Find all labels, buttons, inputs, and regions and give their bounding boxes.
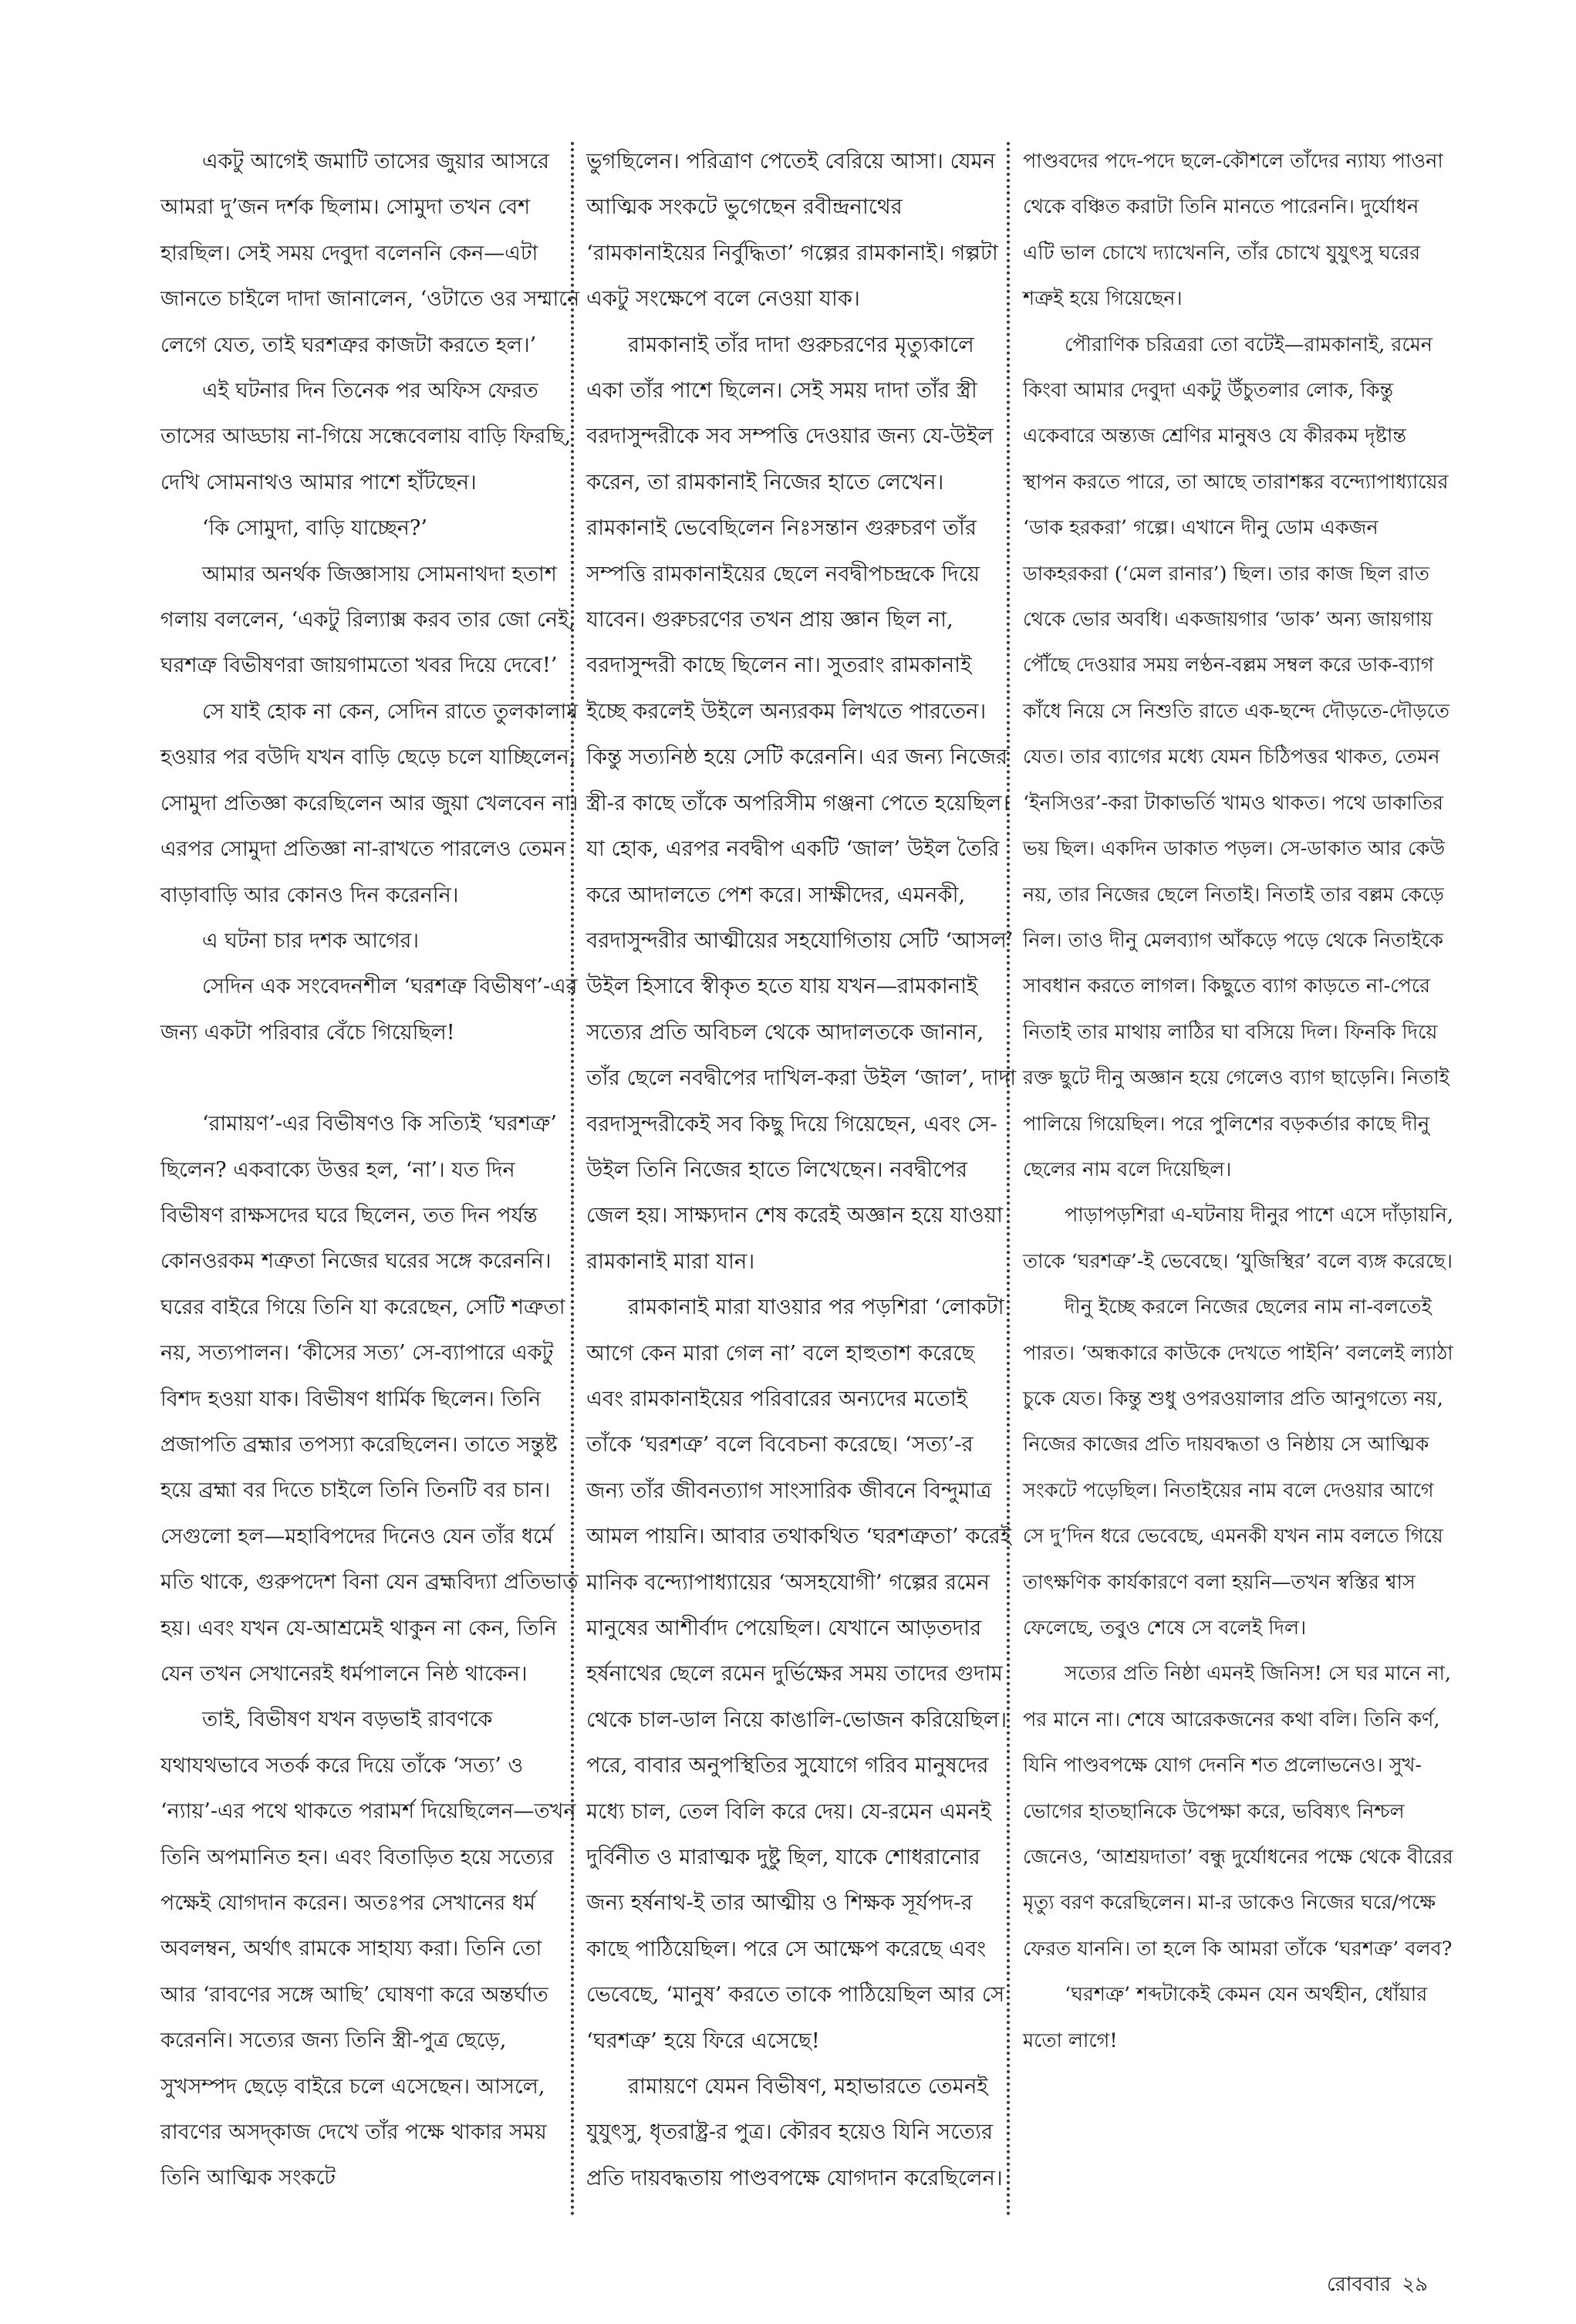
paragraph: এ ঘটনা চার দশক আগের। (202, 928, 420, 953)
paragraph: পাড়াপড়শিরা এ-ঘটনায় দীনুর পাশে এসে দাঁড়ায়নি, তাকে ‘ঘরশত্রু’-ই ভেবেছে। ‘যুজিস্থির’ বলে ব্যঙ্গ করেছে। (1023, 1204, 1453, 1273)
paragraph: ভুগছিলেন। পরিত্রাণ পেতেই বেরিয়ে আসা। যেমন আত্মিক সংকটে ভুগেছেন রবীন্দ্রনাথের ‘রামকানাইয়ের নির্বুদ্ধিতা’ গল্পের রামকানাই। গল্পটা একটু সংক্ষেপে বলে নেওয়া যাক। (586, 149, 998, 312)
paragraph: পৌরাণিক চরিত্ররা তো বটেই—রামকানাই, রমেন কিংবা আমার দেবুদা একটু উঁচুতলার লোক, কিন্তু একেবারে অন্ত্যজ শ্রেণির মানুষও যে কীরকম দৃষ্টান্ত স্থাপন করতে পারে, তা আছে তারাশঙ্কর বন্দ্যোপাধ্যায়ের ‘ডাক হরকরা’ গল্পে। এখানে দীনু ডোম একজন ডাকহরকরা (‘মেল রানার’) ছিল। তার কাজ ছিল রাত থেকে ভোর অবধি। একজায়গার ‘ডাক’ অন্য জায়গায় পৌঁছে দেওয়ার সময় লণ্ঠন-বল্লম সম্বল করে ডাক-ব্যাগ কাঁধে নিয়ে সে নিশুতি রাতে এক-ছন্দে দৌড়তে-দৌড়তে যেত। তার ব্যাগের মধ্যে যেমন চিঠিপত্তর থাকত, তেমন ‘ইনসিওর’-করা টাকাভর্তি খামও থাকত। পথে ডাকাতির ভয় ছিল। একদিন ডাকাত পড়ল। সে-ডাকাত আর কেউ নয়, তার নিজের ছেলে নিতাই। নিতাই তার বল্লম কেড়ে নিল। তাও দীনু মেলব্যাগ আঁকড়ে পড়ে থেকে নিতাইকে সাবধান করতে লাগল। কিছুতে ব্যাগ কাড়তে না-পেরে নিতাই তার মাথায় লাঠির ঘা বসিয়ে দিল। ফিনকি দিয়ে রক্ত ছুটে দীনু অজ্ঞান হয়ে গেলেও ব্যাগ ছাড়েনি। নিতাই পালিয়ে গিয়েছিল। পরে পুলিশের বড়কর্তার কাছে দীনু ছেলের নাম বলে দিয়েছিল। (1023, 333, 1449, 1181)
article-column-3 (1023, 139, 1455, 2064)
paragraph: ‘ঘরশত্রু’ শব্দটাকেই কেমন যেন অর্থহীন, ধোঁয়ার মতো লাগে! (1023, 1983, 1428, 2052)
paragraph: রামকানাই মারা যাওয়ার পর পড়শিরা ‘লোকটা আগে কেন মারা গেল না’ বলে হাহুতাশ করেছে এবং রামকানাইয়ের পরিবারের অন্যদের মতোই তাঁকে ‘ঘরশত্রু’ বলে বিবেচনা করেছে। ‘সত্য’-র জন্য তাঁর জীবনত্যাগ সাংসারিক জীবনে বিন্দুমাত্র আমল পায়নি। আবার তথাকথিত ‘ঘরশত্রুতা’ করেই মানিক বন্দ্যোপাধ্যায়ের ‘অসহযোগী’ গল্পের রমেন মানুষের আশীর্বাদ পেয়েছিল। যেখানে আড়তদার হর্ষনাথের ছেলে রমেন দুর্ভিক্ষের সময় তাদের গুদাম থেকে চাল-ডাল নিয়ে কাঙালি-ভোজন করিয়েছিল। পরে, বাবার অনুপস্থিতির সুযোগে গরিব মানুষদের মধ্যে চাল, তেল বিলি করে দেয়। যে-রমেন এমনই দুর্বিনীত ও মারাত্মক দুষ্টু ছিল, যাকে শোধরানোর জন্য হর্ষনাথ-ই তার আত্মীয় ও শিক্ষক সূর্যপদ-র কাছে পাঠিয়েছিল। পরে সে আক্ষেপ করেছে এবং ভেবেছে, ‘মানুষ’ করতে তাকে পাঠিয়েছিল আর সে ‘ঘরশত্রু’ হয়ে ফিরে এসেছে! (586, 1295, 1012, 2053)
paragraph: ‘রামায়ণ’-এর বিভীষণও কি সত্যিই ‘ঘরশত্রু’ ছিলেন? একবাক্যে উত্তর হল, ‘না’। যত দিন বিভীষণ রাক্ষসদের ঘরে ছিলেন, তত দিন পর্যন্ত কোনওরকম শত্রুতা নিজের ঘরের সঙ্গে করেননি। ঘরের বাইরে গিয়ে তিনি যা করেছেন, সেটি শত্রুতা নয়, সত্যপালন। ‘কীসের সত্য’ সে-ব্যাপারে একটু বিশদ হওয়া যাক। বিভীষণ ধার্মিক ছিলেন। তিনি প্রজাপতি ব্রহ্মার তপস্যা করেছিলেন। তাতে সন্তুষ্ট হয়ে ব্রহ্মা বর দিতে চাইলে তিনি তিনটি বর চান। সেগুলো হল—মহাবিপদের দিনেও যেন তাঁর ধর্মে মতি থাকে, গুরুপদেশ বিনা যেন ব্রহ্মবিদ্যা প্রতিভাত হয়। এবং যখন যে-আশ্রমেই থাকুন না কেন, তিনি যেন তখন সেখানেরই ধর্মপালনে নিষ্ঠ থাকেন। (160, 1112, 579, 1686)
paragraph: ‘কি সোমুদা, বাড়ি যাচ্ছেন?’ (202, 516, 427, 541)
article-column-1 (160, 139, 581, 2201)
paragraph: এই ঘটনার দিন তিনেক পর অফিস ফেরত তাসের আড্ডায় না-গিয়ে সন্ধেবেলায় বাড়ি ফিরছি, দেখি সোমনাথও আমার পাশে হাঁটছেন। (160, 379, 572, 495)
article-column-2 (586, 139, 1017, 2201)
dotted-column-divider (1007, 142, 1010, 2218)
paragraph: সত্যের প্রতি নিষ্ঠা এমনই জিনিস! সে ঘর মানে না, পর মানে না। শেষে আরেকজনের কথা বলি। তিনি কর্ণ, যিনি পাণ্ডবপক্ষে যোগ দেননি শত প্রলোভনেও। সুখ-ভোগের হাতছানিকে উপেক্ষা করে, ভবিষ্যৎ নিশ্চল জেনেও, ‘আশ্রয়দাতা’ বন্ধু দুর্যোধনের পক্ষে থেকে বীরের মৃত্যু বরণ করেছিলেন। মা-র ডাকেও নিজের ঘরে/পক্ষে ফেরত যাননি। তা হলে কি আমরা তাঁকে ‘ঘরশত্রু’ বলব? (1023, 1662, 1453, 1961)
magazine-name: রোববার (1327, 2273, 1392, 2296)
dotted-column-divider (571, 142, 574, 2218)
paragraph: সে যাই হোক না কেন, সেদিন রাতে তুলকালাম হওয়ার পর বউদি যখন বাড়ি ছেড়ে চলে যাচ্ছিলেন, সোমুদা প্রতিজ্ঞা করেছিলেন আর জুয়া খেলবেন না। এরপর সোমুদা প্রতিজ্ঞা না-রাখতে পারলেও তেমন বাড়াবাড়ি আর কোনও দিন করেননি। (160, 699, 579, 907)
paragraph: পাণ্ডবদের পদে-পদে ছলে-কৌশলে তাঁদের ন্যায্য পাওনা থেকে বঞ্চিত করাটা তিনি মানতে পারেননি। দুর্যোধন এটি ভাল চোখে দ্যাখেননি, তাঁর চোখে যুযুৎসু ঘরের শত্রুই হয়ে গিয়েছেন। (1023, 150, 1443, 311)
paragraph: রামায়ণে যেমন বিভীষণ, মহাভারতে তেমনই যুযুৎসু, ধৃতরাষ্ট্র-র পুত্র। কৌরব হয়েও যিনি সত্যের প্রতি দায়বদ্ধতায় পাণ্ডবপক্ষে যোগদান করেছিলেন। (586, 2074, 1003, 2191)
paragraph: তাই, বিভীষণ যখন বড়ভাই রাবণকে যথাযথভাবে সতর্ক করে দিয়ে তাঁকে ‘সত্য’ ও ‘ন্যায়’-এর পথে থাকতে পরামর্শ দিয়েছিলেন—তখন তিনি অপমানিত হন। এবং বিতাড়িত হয়ে সত্যের পক্ষেই যোগদান করেন। অতঃপর সেখানের ধর্ম অবলম্বন, অর্থাৎ রামকে সাহায্য করা। তিনি তো আর ‘রাবণের সঙ্গে আছি’ ঘোষণা করে অন্তর্ঘাত করেননি। সত্যের জন্য তিনি স্ত্রী-পুত্র ছেড়ে, সুখসম্পদ ছেড়ে বাইরে চলে এসেছেন। আসলে, রাবণের অসদ্‌কাজ দেখে তাঁর পক্ষে থাকার সময় তিনি আত্মিক সংকটে (160, 1708, 576, 2191)
page-footer (1327, 2272, 1439, 2298)
paragraph: সেদিন এক সংবেদনশীল ‘ঘরশত্রু বিভীষণ’-এর জন্য একটা পরিবার বেঁচে গিয়েছিল! (160, 975, 578, 1045)
paragraph: রামকানাই তাঁর দাদা গুরুচরণের মৃত্যুকালে একা তাঁর পাশে ছিলেন। সেই সময় দাদা তাঁর স্ত্রী বরদাসুন্দরীকে সব সম্পত্তি দেওয়ার জন্য যে-উইল করেন, তা রামকানাই নিজের হাতে লেখেন। রামকানাই ভেবেছিলেন নিঃসন্তান গুরুচরণ তাঁর সম্পত্তি রামকানাইয়ের ছেলে নবদ্বীপচন্দ্রকে দিয়ে যাবেন। গুরুচরণের তখন প্রায় জ্ঞান ছিল না, বরদাসুন্দরী কাছে ছিলেন না। সুতরাং রামকানাই ইচ্ছে করলেই উইলে অন্যরকম লিখতে পারতেন। কিন্তু সত্যনিষ্ঠ হয়ে সেটি করেননি। এর জন্য নিজের স্ত্রী-র কাছে তাঁকে অপরিসীম গঞ্জনা পেতে হয়েছিল। যা হোক, এরপর নবদ্বীপ একটি ‘জাল’ উইল তৈরি করে আদালতে পেশ করে। সাক্ষীদের, এমনকী, বরদাসুন্দরীর আত্মীয়ের সহযোগিতায় সেটি ‘আসল’ উইল হিসাবে স্বীকৃত হতে যায় যখন—রামকানাই সত্যের প্রতি অবিচল থেকে আদালতকে জানান, তাঁর ছেলে নবদ্বীপের দাখিল-করা উইল ‘জাল’, দাদা বরদাসুন্দরীকেই সব কিছু দিয়ে গিয়েছেন, এবং সে-উইল তিনি নিজের হাতে লিখেছেন। নবদ্বীপের জেল হয়। সাক্ষ্যদান শেষ করেই অজ্ঞান হয়ে যাওয়া রামকানাই মারা যান। (586, 332, 1017, 1274)
paragraph: একটু আগেই জমাটি তাসের জুয়ার আসরে আমরা দু’জন দর্শক ছিলাম। সোমুদা তখন বেশ হারছিল। সেই সময় দেবুদা বলেননি কেন—এটা জানতে চাইলে দাদা জানালেন, ‘ওটাতে ওর সম্মানে লেগে যেত, তাই ঘরশত্রুর কাজটা করতে হল।’ (160, 150, 580, 357)
paragraph: আমার অনর্থক জিজ্ঞাসায় সোমনাথদা হতাশ গলায় বললেন, ‘একটু রিল্যাক্স করব তার জো নেই, ঘরশত্রু বিভীষণরা জায়গামতো খবর দিয়ে দেবে!’ (160, 562, 575, 678)
paragraph: দীনু ইচ্ছে করলে নিজের ছেলের নাম না-বলতেই পারত। ‘অন্ধকারে কাউকে দেখতে পাইনি’ বললেই ল্যাঠা চুকে যেত। কিন্তু শুধু ওপরওয়ালার প্রতি আনুগত্যে নয়, নিজের কাজের প্রতি দায়বদ্ধতা ও নিষ্ঠায় সে আত্মিক সংকটে পড়েছিল। নিতাইয়ের নাম বলে দেওয়ার আগে সে দু’দিন ধরে ভেবেছে, এমনকী যখন নাম বলতে গিয়ে তাৎক্ষণিক কার্যকারণে বলা হয়নি—তখন স্বস্তির শ্বাস ফেলেছে, তবুও শেষে সে বলেই দিল। (1023, 1295, 1453, 1640)
page-number: ২৯ (1402, 2273, 1428, 2296)
section-break (160, 1056, 581, 1101)
